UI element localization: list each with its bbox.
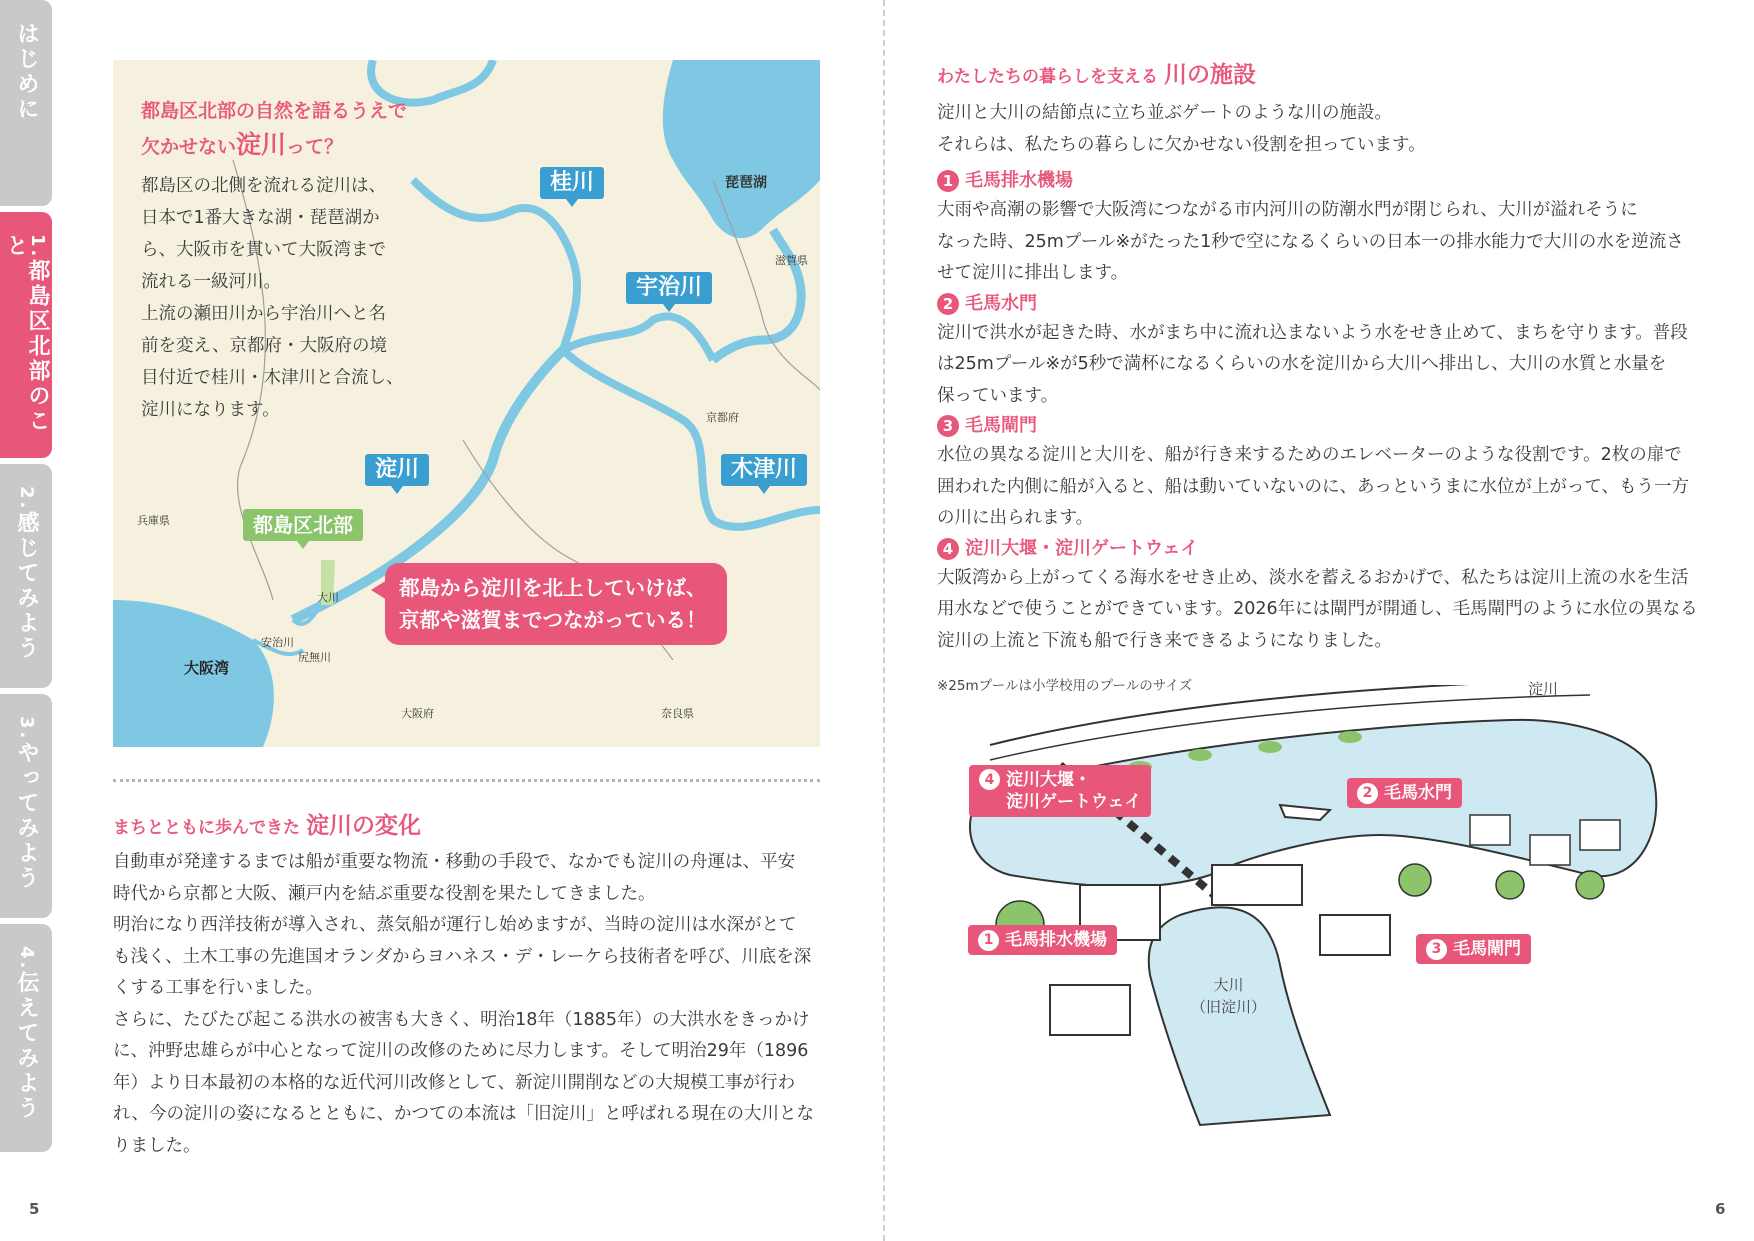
sluice-gate — [1212, 865, 1302, 905]
facility-title: 毛馬水門 — [965, 292, 1037, 314]
history-title-big: 淀川の変化 — [306, 813, 421, 839]
facility-line: 保っています。 — [937, 385, 1059, 406]
illus-label-okawa-line2: （旧淀川） — [1191, 998, 1267, 1016]
history-section-title — [113, 807, 421, 840]
facilities-intro-line: それらは、私たちの暮らしに欠かせない役割を担っています。 — [937, 134, 1426, 155]
place-kyoto: 京都府 — [706, 411, 739, 424]
history-line: も浅く、土木工事の先進国オランダからヨハネス・デ・レーケら技術者を呼び、川底を深 — [113, 946, 812, 967]
map-description-line: 上流の瀬田川から宇治川へと名 — [141, 304, 386, 324]
facility-line: 用水などで使うことができています。2026年には閘門が開通し、毛馬閘門のように水位の異なる — [937, 599, 1698, 619]
river-facilities-illustration — [950, 680, 1670, 1135]
illus-label-okawa — [1191, 974, 1266, 1018]
history-line: れ、今の淀川の姿になるとともに、かつての本流は「旧淀川」と呼ばれる現在の大川とな — [113, 1104, 815, 1124]
tab-label: 伝えてみよう — [14, 971, 39, 1122]
map-heading-line1: 都島区北部の自然を語るうえで — [141, 100, 408, 122]
facility-line: 大雨や高潮の影響で大阪湾につながる市内河川の防潮水門が閉じられ、大川が溢れそうに — [937, 200, 1638, 220]
facility-line: 淀川の上流と下流も船で行き来できるようになりました。 — [937, 630, 1392, 651]
map-description-line: 日本で1番大きな湖・琵琶湖か — [141, 208, 380, 228]
history-line: りました。 — [113, 1135, 201, 1156]
tab-number: 1. — [27, 234, 48, 260]
number-badge: 1 — [978, 930, 999, 951]
house — [1530, 835, 1570, 865]
history-line: さらに、たびたび起こる洪水の被害も大きく、明治18年（1885年）の大洪水をきっかけ — [113, 1009, 810, 1030]
facility-line: は25mプール※が5秒で満杯になるくらいの水を淀川から大川へ排出し、大川の水質と水量を — [937, 354, 1667, 374]
map-description-line: ら、大阪市を貫いて大阪湾まで — [141, 240, 386, 260]
place-osaka-pref: 大阪府 — [401, 707, 434, 720]
number-badge: 1 — [937, 170, 959, 192]
facility-line: なった時、25mプール※がたった1秒で空になるくらいの日本一の排水能力で大川の水を逆流さ — [937, 231, 1684, 252]
facility-line: 水位の異なる淀川と大川を、船が行き来するためのエレベーターのような役割です。2枚の扉で — [937, 445, 1682, 465]
illus-label-text: 毛馬排水機場 — [1005, 930, 1107, 950]
tab-number: 2. — [16, 486, 37, 512]
tree — [1399, 864, 1431, 896]
tab-number: 4. — [16, 946, 37, 972]
tab-tsutaete-miyou[interactable] — [0, 924, 52, 1152]
lake-biwa-shape — [663, 60, 820, 238]
house — [1580, 820, 1620, 850]
number-badge: 3 — [937, 415, 959, 437]
page-number-left: 5 — [29, 1200, 40, 1218]
facility-heading-kema-pumping — [937, 167, 1707, 195]
history-line: 時代から京都と大阪、瀬戸内を結ぶ重要な役割を果たしてきました。 — [113, 883, 656, 904]
label-katsura-river: 桂川 — [540, 167, 604, 199]
map-heading-big: 淀川 — [236, 130, 287, 159]
illus-label-text: 毛馬水門 — [1384, 783, 1452, 803]
lock-gate — [1320, 915, 1390, 955]
map-description-line: 前を変え、京都府・大阪府の境 — [141, 336, 388, 356]
seta-river — [713, 230, 801, 360]
bush — [1188, 749, 1212, 761]
illus-label-line: 淀川ゲートウェイ — [1006, 792, 1142, 812]
illus-label-okawa-line1: 大川 — [1213, 976, 1244, 994]
number-badge: 2 — [1357, 783, 1378, 804]
facilities-section-title — [937, 56, 1256, 89]
label-miyakojima-north: 都島区北部 — [243, 509, 363, 541]
facility-heading-kema-lock — [937, 412, 1707, 440]
place-biwako: 琵琶湖 — [725, 175, 767, 191]
place-osaka-bay: 大阪湾 — [184, 659, 230, 677]
label-kizu-river: 木津川 — [721, 454, 807, 486]
history-line: 年）より日本最初の本格的な近代河川改修として、新淀川開削などの大規模工事が行わ — [113, 1072, 796, 1093]
tab-label: 感じてみよう — [14, 511, 39, 662]
tab-yatte-miyou[interactable] — [0, 694, 52, 918]
illus-label-line: 淀川大堰・ — [1006, 770, 1091, 790]
map-description-line: 流れる一級河川。 — [141, 272, 281, 292]
history-line: くする工事を行いました。 — [113, 978, 323, 998]
riverside-building — [1050, 985, 1130, 1035]
illustration-drawing — [950, 685, 1670, 1135]
tab-hajimeni[interactable] — [0, 0, 52, 206]
page-gutter-divider — [883, 0, 885, 1241]
map-description-line: 目付近で桂川・木津川と合流し、 — [141, 368, 404, 388]
facility-heading-kema-sluice — [937, 290, 1707, 318]
facilities-title-big: 川の施設 — [1164, 62, 1256, 88]
illus-label-text: 毛馬閘門 — [1453, 939, 1521, 959]
history-line: 自動車が発達するまでは船が重要な物流・移動の手段で、なかでも淀川の舟運は、平安 — [113, 852, 796, 872]
tab-number: 3. — [16, 716, 37, 742]
map-heading-post: って？ — [286, 136, 344, 158]
map-heading-pre: 欠かせない — [141, 136, 237, 158]
number-badge: 2 — [937, 293, 959, 315]
history-title-small: まちとともに歩んできた — [113, 818, 300, 838]
map-description-line: 都島区の北側を流れる淀川は、 — [141, 176, 386, 196]
place-nara: 奈良県 — [661, 707, 694, 720]
history-text — [113, 847, 833, 1162]
map-callout-line: 都島から淀川を北上していけば、 — [399, 576, 707, 600]
number-badge: 4 — [937, 538, 959, 560]
place-hyogo: 兵庫県 — [137, 514, 170, 527]
facility-title: 毛馬排水機場 — [965, 170, 1073, 191]
facility-line: 淀川で洪水が起きた時、水がまち中に流れ込まないよう水をせき止めて、まちを守ります。普段 — [937, 322, 1688, 343]
illus-label-yodo: 淀川 — [1528, 680, 1559, 698]
map-callout — [385, 563, 727, 645]
history-line: に、沖野忠雄らが中心となって淀川の改修のために尽力します。そして明治29年（1896 — [113, 1041, 809, 1061]
facility-line: の川に出られます。 — [937, 508, 1094, 528]
illus-label-kema-sluice — [1347, 778, 1462, 808]
illus-label-yodo-weir — [969, 765, 1151, 817]
tab-label: やってみよう — [14, 741, 39, 892]
section-divider — [113, 779, 820, 782]
number-badge: 4 — [979, 769, 1000, 790]
facilities-intro-line: 淀川と大川の結節点に立ち並ぶゲートのような川の施設。 — [937, 103, 1392, 123]
number-badge: 3 — [1426, 939, 1447, 960]
map-heading-line2 — [141, 128, 407, 164]
facility-title: 淀川大堰・淀川ゲートウェイ — [965, 537, 1199, 559]
pool-footnote: ※25mプールは小学校用のプールのサイズ — [937, 678, 1193, 694]
facilities-title-small: わたしたちの暮らしを支える — [937, 67, 1158, 87]
label-uji-river: 宇治川 — [626, 272, 712, 304]
bush — [1258, 741, 1282, 753]
tab-kanjite-miyou[interactable] — [0, 464, 52, 688]
tab-label: はじめに — [14, 22, 39, 122]
map-description — [141, 170, 409, 426]
illus-label-kema-pumping — [968, 925, 1117, 955]
map-description-line: 淀川になります。 — [141, 400, 280, 420]
yodogawa-map — [113, 60, 820, 747]
illus-label-kema-lock — [1416, 934, 1531, 964]
facilities-text — [937, 98, 1707, 657]
place-okawa: 大川 — [317, 591, 339, 604]
page-number-right: 6 — [1715, 1200, 1726, 1218]
bush — [1338, 731, 1362, 743]
history-line: 明治になり西洋技術が導入され、蒸気船が運行し始めますが、当時の淀川は水深がとて — [113, 915, 797, 935]
place-shirinashi: 尻無川 — [298, 651, 331, 664]
facility-heading-yodo-weir — [937, 535, 1707, 563]
kizu-river — [563, 350, 820, 527]
tab-label: 都島区北部のこと — [3, 234, 50, 435]
house — [1470, 815, 1510, 845]
place-shiga: 滋賀県 — [775, 254, 808, 267]
map-callout-line: 京都や滋賀までつながっている！ — [399, 608, 707, 632]
facility-title: 毛馬閘門 — [965, 415, 1037, 436]
label-yodo-river: 淀川 — [365, 454, 429, 486]
place-aji: 安治川 — [261, 636, 294, 649]
tab-miyakojima-north[interactable] — [0, 212, 52, 458]
tree — [1496, 871, 1524, 899]
map-heading — [141, 94, 407, 164]
facility-line: 大阪湾から上がってくる海水をせき止め、淡水を蓄えるおかげで、私たちは淀川上流の水を生活 — [937, 567, 1689, 588]
facility-line: せて淀川に排出します。 — [937, 263, 1129, 283]
katsura-river — [413, 180, 577, 350]
uji-river — [563, 316, 713, 360]
tree — [1576, 871, 1604, 899]
facility-line: 囲われた内側に船が入ると、船は動いていないのに、あっというまに水位が上がって、もう一方 — [937, 476, 1689, 497]
